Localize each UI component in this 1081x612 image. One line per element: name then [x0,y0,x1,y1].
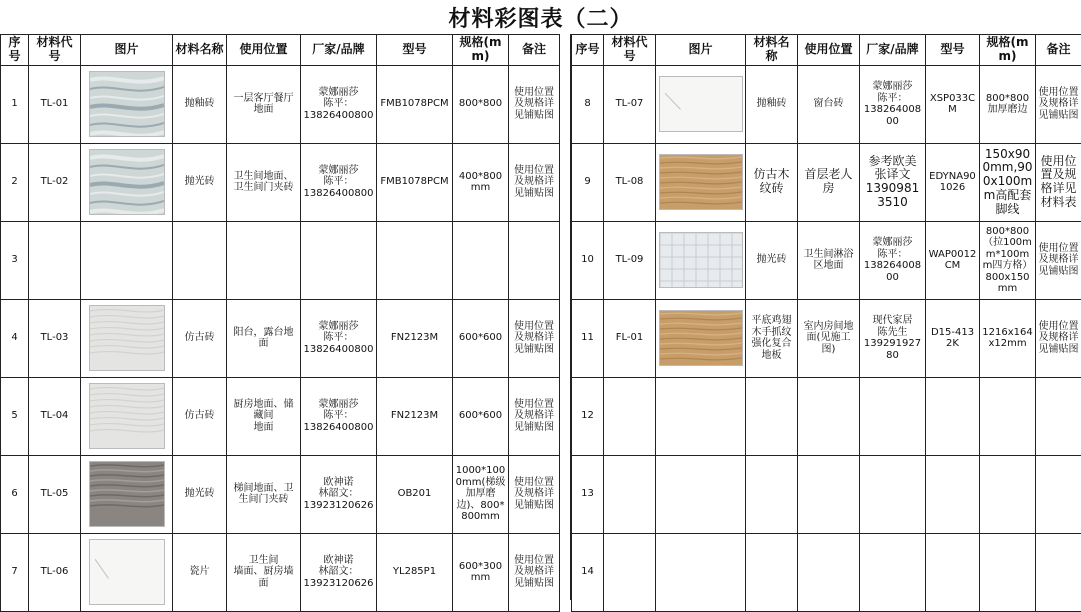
cell-spec: 600*600 [453,377,509,455]
cell-spec: 800*800（拉100mm*100mm四方格）800x150mm [980,221,1036,299]
table-row [1,377,560,455]
cell-no: 9 [572,143,604,221]
table-row [1,455,560,533]
cell-name: 瓷片 [173,533,227,611]
cell-image [81,143,173,221]
header-model: 型号 [377,35,453,66]
header-model: 型号 [926,35,980,66]
cell-no: 4 [1,299,29,377]
cell-model: FN2123M [377,299,453,377]
cell-no: 2 [1,143,29,221]
wood-sample-thumbnail [659,310,743,366]
cell-location: 卫生间淋浴区地面 [798,221,860,299]
table-row [1,65,560,143]
cell-model: FN2123M [377,377,453,455]
lightgrey-sample-thumbnail [89,305,165,371]
cell-image [81,533,173,611]
cell-remark [509,221,560,299]
cell-model: YL285P1 [377,533,453,611]
cell-name: 仿古木纹砖 [746,143,798,221]
cell-vendor [860,377,926,455]
cell-spec: 600*600 [453,299,509,377]
cell-code [604,377,656,455]
header-name: 材料名称 [746,35,798,66]
cell-model: WAP0012CM [926,221,980,299]
cell-spec: 600*300mm [453,533,509,611]
header-spec: 规格(mm) [980,35,1036,66]
cell-image [656,65,746,143]
cell-name [746,455,798,533]
cell-code: TL-07 [604,65,656,143]
cell-spec [980,377,1036,455]
table-row [572,455,1081,533]
cell-remark: 使用位置及规格详见材料表 [1036,143,1081,221]
cell-remark: 使用位置及规格详见铺贴图 [509,65,560,143]
cell-no: 12 [572,377,604,455]
cell-spec [453,221,509,299]
cell-code [604,455,656,533]
cell-vendor: 蒙娜丽莎 陈平： 13826400800 [860,65,926,143]
marble-sample-thumbnail [89,149,165,215]
cell-no: 10 [572,221,604,299]
cell-model: XSP033CM [926,65,980,143]
cell-name: 仿古砖 [173,299,227,377]
cell-location: 阳台，露台地面 [227,299,301,377]
cell-model: EDYNA901026 [926,143,980,221]
cell-code: FL-01 [604,299,656,377]
cell-location: 卫生间 墙面、厨房墙面 [227,533,301,611]
cell-location: 窗台砖 [798,65,860,143]
cell-image [656,143,746,221]
cell-location [798,377,860,455]
cell-image [656,221,746,299]
cell-location: 室内房间地面(见施工图) [798,299,860,377]
cell-remark [1036,533,1081,611]
cell-vendor: 欧神诺 林韶文： 13923120626 [301,533,377,611]
cell-spec: 1000*1000mm(梯级加厚磨边)、800*800mm [453,455,509,533]
cell-model [926,455,980,533]
cell-code: TL-04 [29,377,81,455]
cell-code: TL-06 [29,533,81,611]
cell-spec: 150x900mm,900x100mm高配套脚线 [980,143,1036,221]
header-name: 材料名称 [173,35,227,66]
cell-location [798,455,860,533]
header-image: 图片 [81,35,173,66]
cell-name: 抛光砖 [173,455,227,533]
cell-name: 抛釉砖 [746,65,798,143]
cell-model [377,221,453,299]
header-image: 图片 [656,35,746,66]
cell-vendor: 蒙娜丽莎 陈平： 13826400800 [301,299,377,377]
cell-name [173,221,227,299]
table-row [572,377,1081,455]
cell-model [926,533,980,611]
cell-model: FMB1078PCM [377,65,453,143]
cell-location: 首层老人房 [798,143,860,221]
cell-location: 一层客厅餐厅地面 [227,65,301,143]
cell-code: TL-08 [604,143,656,221]
cell-no: 5 [1,377,29,455]
header-location: 使用位置 [798,35,860,66]
table-row [572,299,1081,377]
header-remark: 备注 [1036,35,1081,66]
header-code: 材料代号 [604,35,656,66]
cell-vendor: 蒙娜丽莎 陈平： 13826400800 [301,377,377,455]
cell-vendor: 蒙娜丽莎 陈平： 13826400800 [301,143,377,221]
cell-remark: 使用位置及规格详见铺贴图 [509,377,560,455]
cell-no: 11 [572,299,604,377]
cell-no: 7 [1,533,29,611]
material-table-right [571,34,1081,612]
table-row [1,143,560,221]
cell-image [656,455,746,533]
header-no: 序号 [572,35,604,66]
header-no: 序号 [1,35,29,66]
table-row [572,221,1081,299]
cell-code: TL-01 [29,65,81,143]
cell-remark [1036,377,1081,455]
cell-name: 抛釉砖 [173,65,227,143]
table-row [572,143,1081,221]
cell-image [656,533,746,611]
cell-spec: 800*800 [453,65,509,143]
cell-spec: 400*800mm [453,143,509,221]
cell-image [656,299,746,377]
table-row [1,221,560,299]
cell-vendor: 蒙娜丽莎 陈平： 13826400800 [301,65,377,143]
cell-location: 梯间地面、卫生间门夹砖 [227,455,301,533]
cell-vendor: 蒙娜丽莎 陈平： 13826400800 [860,221,926,299]
cell-model: OB201 [377,455,453,533]
cell-name [746,533,798,611]
cell-location [798,533,860,611]
table-separator [559,34,571,600]
header-row [572,35,1081,66]
table-row [572,65,1081,143]
header-remark: 备注 [509,35,560,66]
cell-location: 厨房地面、储藏间 地面 [227,377,301,455]
cell-vendor: 参考欧美 张译文 13909813510 [860,143,926,221]
cell-no: 1 [1,65,29,143]
cell-spec: 1216x164x12mm [980,299,1036,377]
table-row [1,299,560,377]
grid-sample-thumbnail [659,232,743,288]
cell-name: 平底鸡翅木手抓纹强化复合地板 [746,299,798,377]
cell-image [81,377,173,455]
cell-model: D15-4132K [926,299,980,377]
cell-remark: 使用位置及规格详见铺贴图 [1036,65,1081,143]
cell-name [746,377,798,455]
page-title: 材料彩图表（二） [0,2,1081,33]
cell-location: 卫生间地面、卫生间门夹砖 [227,143,301,221]
woodgrey-sample-thumbnail [89,461,165,527]
cell-spec [980,533,1036,611]
table-row [572,533,1081,611]
wood-sample-thumbnail [659,154,743,210]
cell-code: TL-09 [604,221,656,299]
cell-code: TL-05 [29,455,81,533]
header-vendor: 厂家/品牌 [301,35,377,66]
marble-sample-thumbnail [89,71,165,137]
cell-name: 仿古砖 [173,377,227,455]
cell-vendor [860,533,926,611]
lightgrey-sample-thumbnail [89,383,165,449]
table-row [1,533,560,611]
header-vendor: 厂家/品牌 [860,35,926,66]
cell-name: 抛光砖 [746,221,798,299]
cell-vendor: 现代家居 陈先生 13929192780 [860,299,926,377]
white-sample-thumbnail [659,76,743,132]
cell-spec [980,455,1036,533]
cell-no: 6 [1,455,29,533]
cell-remark: 使用位置及规格详见铺贴图 [509,299,560,377]
cell-vendor [860,455,926,533]
cell-model: FMB1078PCM [377,143,453,221]
cell-no: 14 [572,533,604,611]
cell-image [656,377,746,455]
cell-remark [1036,455,1081,533]
cell-no: 3 [1,221,29,299]
white-sample-thumbnail [89,539,165,605]
cell-vendor: 欧神诺 林韶文： 13923120626 [301,455,377,533]
cell-image [81,299,173,377]
cell-code: TL-02 [29,143,81,221]
cell-vendor [301,221,377,299]
cell-code [604,533,656,611]
header-row [1,35,560,66]
cell-remark: 使用位置及规格详见铺贴图 [1036,221,1081,299]
cell-image [81,221,173,299]
cell-location [227,221,301,299]
cell-model [926,377,980,455]
cell-remark: 使用位置及规格详见铺贴图 [1036,299,1081,377]
cell-remark: 使用位置及规格详见铺贴图 [509,533,560,611]
header-code: 材料代号 [29,35,81,66]
cell-remark: 使用位置及规格详见铺贴图 [509,143,560,221]
header-location: 使用位置 [227,35,301,66]
cell-name: 抛光砖 [173,143,227,221]
cell-spec: 800*800 加厚磨边 [980,65,1036,143]
cell-image [81,65,173,143]
cell-no: 8 [572,65,604,143]
header-spec: 规格(mm) [453,35,509,66]
cell-no: 13 [572,455,604,533]
cell-code [29,221,81,299]
material-table-left [0,34,560,612]
cell-image [81,455,173,533]
cell-code: TL-03 [29,299,81,377]
cell-remark: 使用位置及规格详见铺贴图 [509,455,560,533]
